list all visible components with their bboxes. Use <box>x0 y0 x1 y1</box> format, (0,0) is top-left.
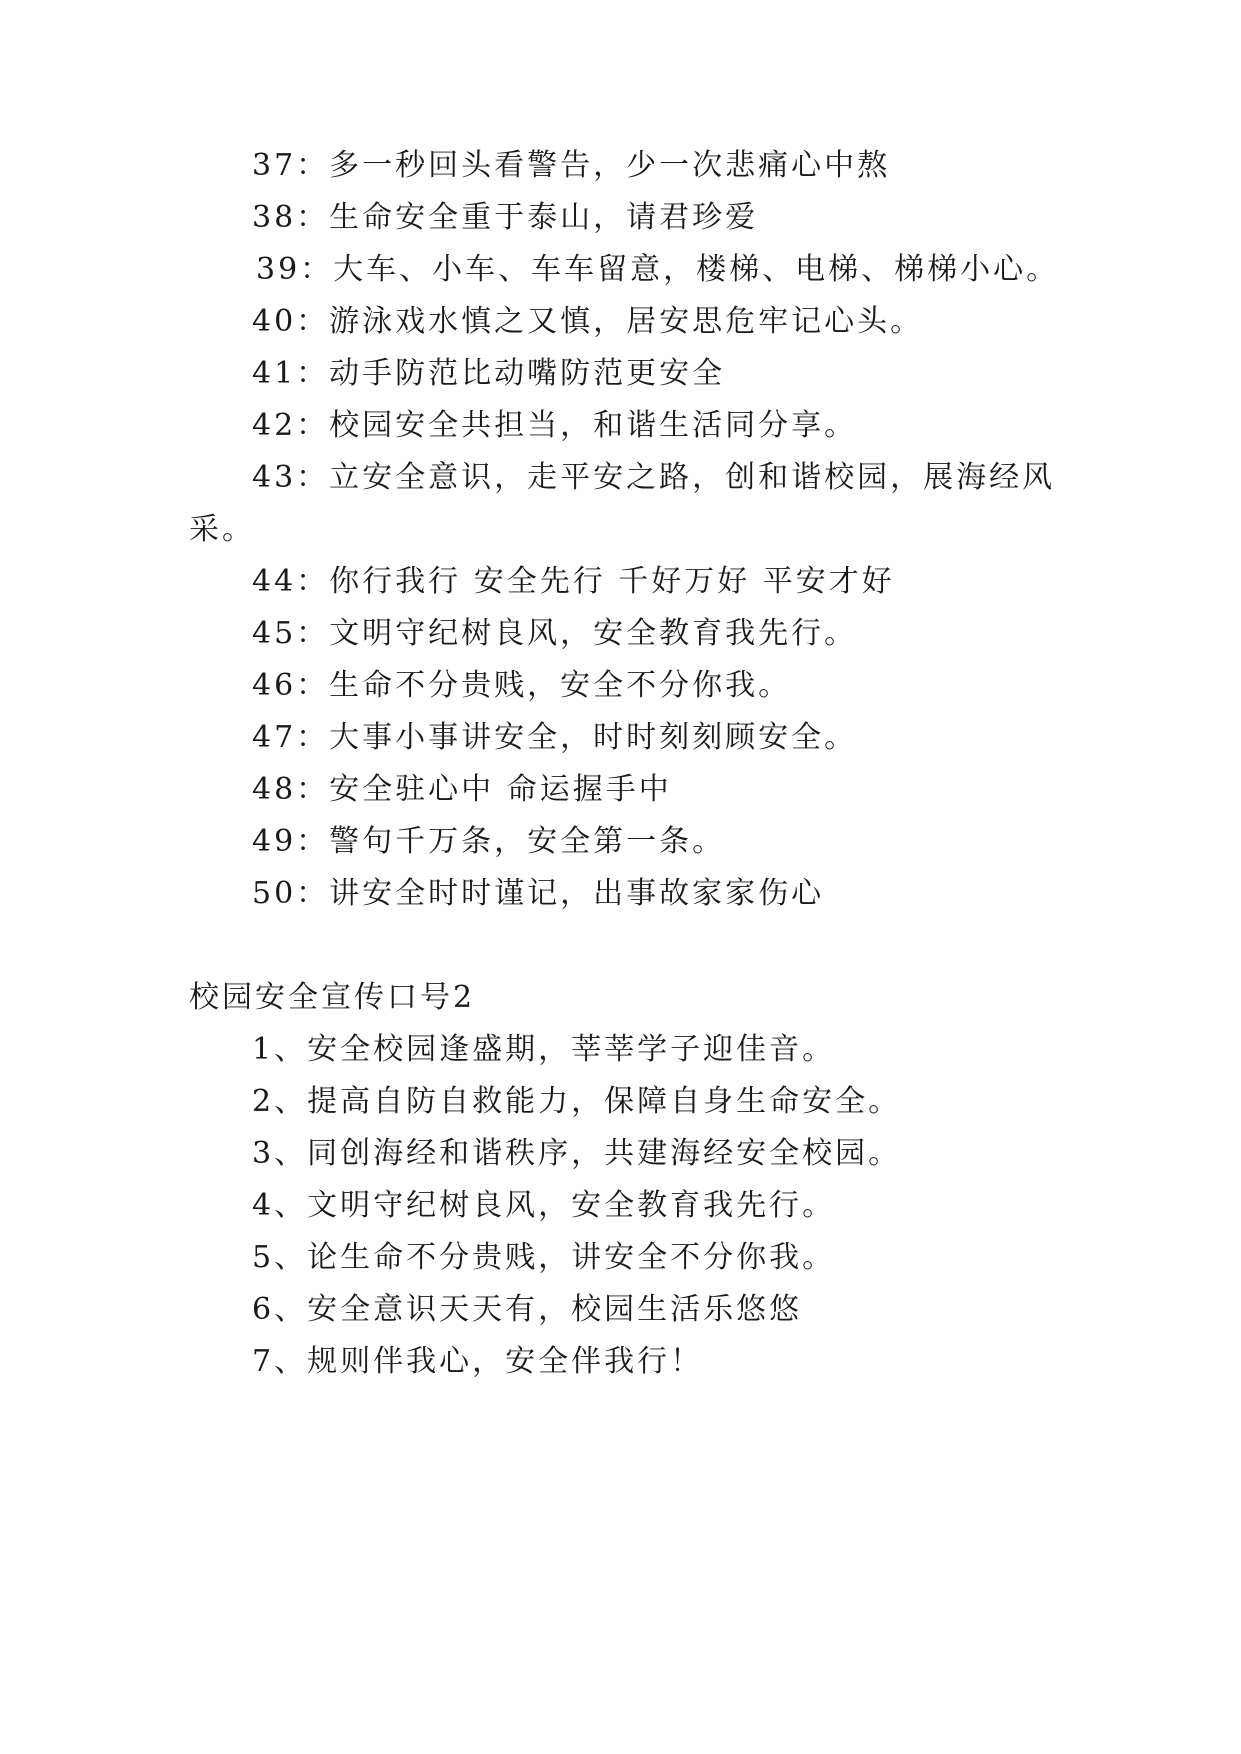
section-item: 5、论生命不分贵贱，讲安全不分你我。 <box>252 1240 836 1275</box>
section-item: 2、提高自防自救能力，保障自身生命安全。 <box>252 1084 902 1119</box>
slogan-line: 42：校园安全共担当，和谐生活同分享。 <box>252 408 858 443</box>
section-item: 1、安全校园逢盛期，莘莘学子迎佳音。 <box>252 1032 836 1067</box>
slogan-line: 40：游泳戏水慎之又慎，居安思危牢记心头。 <box>252 304 924 339</box>
slogan-line: 45：文明守纪树良风，安全教育我先行。 <box>252 616 858 651</box>
section-item: 6、安全意识天天有，校园生活乐悠悠 <box>252 1292 803 1327</box>
section-item: 7、规则伴我心，安全伴我行！ <box>252 1344 704 1379</box>
slogan-line: 49：警句千万条，安全第一条。 <box>252 824 726 859</box>
section-item: 3、同创海经和谐秩序，共建海经安全校园。 <box>252 1136 902 1171</box>
slogan-line: 38：生命安全重于泰山，请君珍爱 <box>252 200 759 235</box>
slogan-line: 50：讲安全时时谨记，出事故家家伤心 <box>252 876 825 911</box>
slogan-line: 44：你行我行 安全先行 千好万好 平安才好 <box>252 564 895 599</box>
slogan-line: 43：立安全意识，走平安之路，创和谐校园，展海经风 <box>252 460 1056 495</box>
section-title: 校园安全宣传口号2 <box>189 980 476 1015</box>
section-item: 4、文明守纪树良风，安全教育我先行。 <box>252 1188 836 1223</box>
slogan-line: 41：动手防范比动嘴防范更安全 <box>252 356 726 391</box>
slogan-line: 47：大事小事讲安全，时时刻刻顾安全。 <box>252 720 858 755</box>
slogan-line: 39：大车、小车、车车留意，楼梯、电梯、梯梯小心。 <box>256 252 1060 287</box>
slogan-line: 37：多一秒回头看警告，少一次悲痛心中熬 <box>252 148 891 183</box>
slogan-line: 46：生命不分贵贱，安全不分你我。 <box>252 668 792 703</box>
slogan-line: 48：安全驻心中 命运握手中 <box>252 772 672 807</box>
slogan-line-wrap: 采。 <box>189 512 255 547</box>
